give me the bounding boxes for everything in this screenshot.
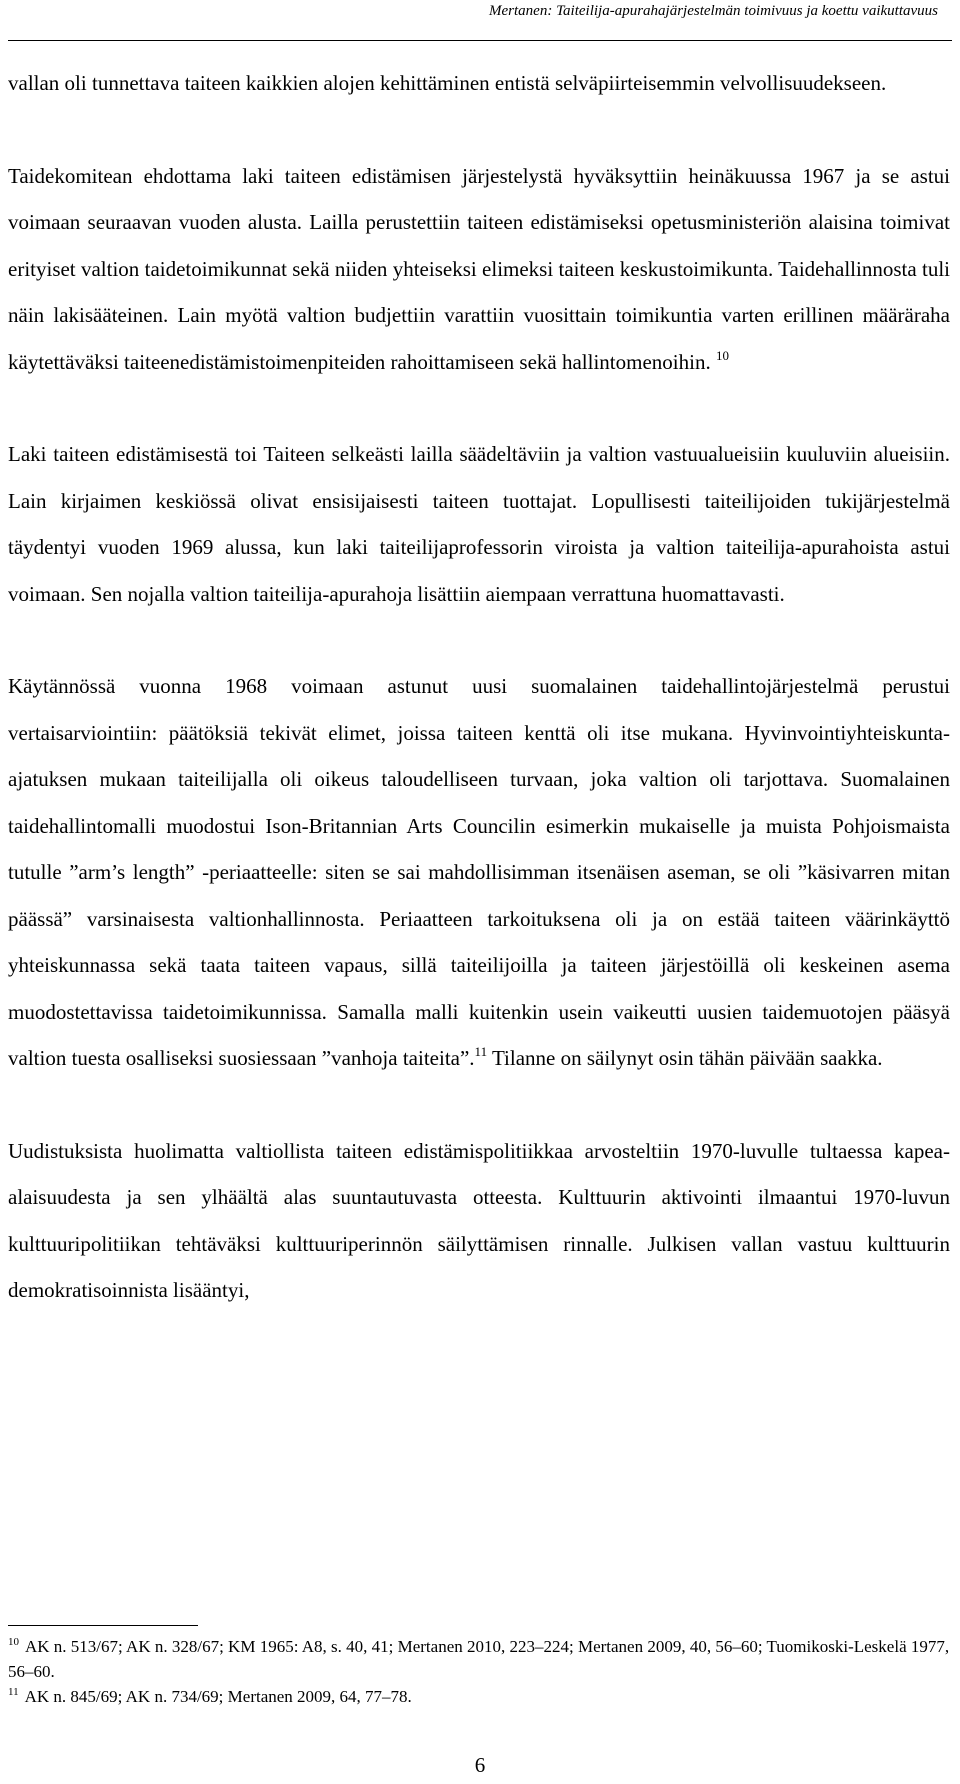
- footnote-text: AK n. 513/67; AK n. 328/67; KM 1965: A8, s. 40, 41; Mertanen 2010, 223–224; Mertanen 2009, 40, 56–60; Tuomikoski-Leskelä 1977, 56–60.: [8, 1637, 950, 1681]
- footnote-number: 10: [8, 1636, 19, 1648]
- header-rule: [8, 40, 952, 41]
- paragraph-3: [8, 431, 950, 617]
- paragraph-text: Käytännössä vuonna 1968 voimaan astunut uusi suomalainen taidehallintojärjestelmä perustui vertaisarviointiin: päätöksiä tekivät elimet, joissa taiteen kenttä oli itse mukana. Hyvinvointiyhteiskunta-ajatuksen mukaan taiteilijalla oli oikeus taloudelliseen turvaan, joka valtion oli tarjottava. Suomalainen taidehallintomalli muodostui Ison-Britannian Arts Councilin esimerkin mukaiselle ja muista Pohjoismaista tutulle ”arm’s length” -periaatteelle: siten se sai mahdollisimman itsenäisen aseman, se oli ”käsivarren mitan päässä” varsinaisesta valtionhallinnosta. Periaatteen tarkoituksena oli ja on estää taiteen väärinkäyttö yhteiskunnassa sekä taata taiteen vapaus, sillä taiteilijoilla ja taiteen järjestöillä oli keskeinen asema muodostettavissa taidetoimikunnissa. Samalla malli kuitenkin usein vaikeutti uusien taidemuotojen pääsyä valtion tuesta osalliseksi suosiessaan ”vanhoja taiteita”.: [8, 674, 950, 1070]
- footnote-11: [8, 1684, 950, 1709]
- paragraph-5: [8, 1128, 950, 1314]
- paragraph-text: Taidekomitean ehdottama laki taiteen edistämisen järjestelystä hyväksyttiin heinäkuussa 1967 ja se astui voimaan seuraavan vuoden alusta. Lailla perustettiin taiteen edistämiseksi opetusministeriön alaisina toimivat erityiset valtion taidetoimikunnat sekä niiden yhteiseksi elimeksi taiteen keskustoimikunta. Taidehallinnosta tuli näin lakisääteinen. Lain myötä valtion budjettiin varattiin vuosittain toimikuntia varten erillinen määräraha käytettäväksi taiteenedistämistoimenpiteiden rahoittamiseen sekä hallintomenoihin.: [8, 163, 950, 374]
- paragraph-text-continued: Tilanne on säilynyt osin tähän päivään saakka.: [487, 1046, 883, 1070]
- paragraph-4: [8, 663, 950, 1082]
- paragraph-2: [8, 153, 950, 386]
- paragraph-text: Uudistuksista huolimatta valtiollista taiteen edistämispolitiikkaa arvosteltiin 1970-luvulle tultaessa kapea-alaisuudesta ja sen ylhäältä alas suuntautuvasta otteesta. Kulttuurin aktivointi ilmaantui 1970-luvun kulttuuripolitiikan tehtäväksi kulttuuriperinnön säilyttämisen rinnalle. Julkisen vallan vastuu kulttuurin demokratisoinnista lisääntyi,: [8, 1138, 950, 1302]
- footnote-number: 11: [8, 1686, 19, 1698]
- main-text: [8, 60, 950, 1314]
- page-number: 6: [474, 1753, 486, 1777]
- footnote-reference-10[interactable]: 10: [715, 347, 729, 363]
- paragraph-text: vallan oli tunnettava taiteen kaikkien alojen kehittäminen entistä selväpiirteisemmin velvollisuudekseen.: [8, 71, 887, 95]
- footnote-reference-11[interactable]: 11: [474, 1044, 488, 1059]
- footnote-10: [8, 1634, 950, 1684]
- paragraph-text: Laki taiteen edistämisestä toi Taiteen selkeästi lailla säädeltäviin ja valtion vastuualueisiin kuuluviin alueisiin. Lain kirjaimen keskiössä olivat ensisijaisesti taiteen tuottajat. Lopullisesti taiteilijoiden tukijärjestelmä täydentyi vuoden 1969 alussa, kun laki taiteilijaprofessorin viroista ja valtion taiteilija-apurahoista astui voimaan. Sen nojalla valtion taiteilija-apurahoja lisättiin aiempaan verrattuna huomattavasti.: [8, 442, 950, 606]
- footnote-text: AK n. 845/69; AK n. 734/69; Mertanen 2009, 64, 77–78.: [24, 1687, 412, 1706]
- footnotes: [8, 1634, 950, 1709]
- running-header: Mertanen: Taiteilija-apurahajärjestelmän toimivuus ja koettu vaikuttavuus: [489, 3, 938, 19]
- footnote-separator: [8, 1625, 198, 1626]
- paragraph-1: [8, 60, 950, 107]
